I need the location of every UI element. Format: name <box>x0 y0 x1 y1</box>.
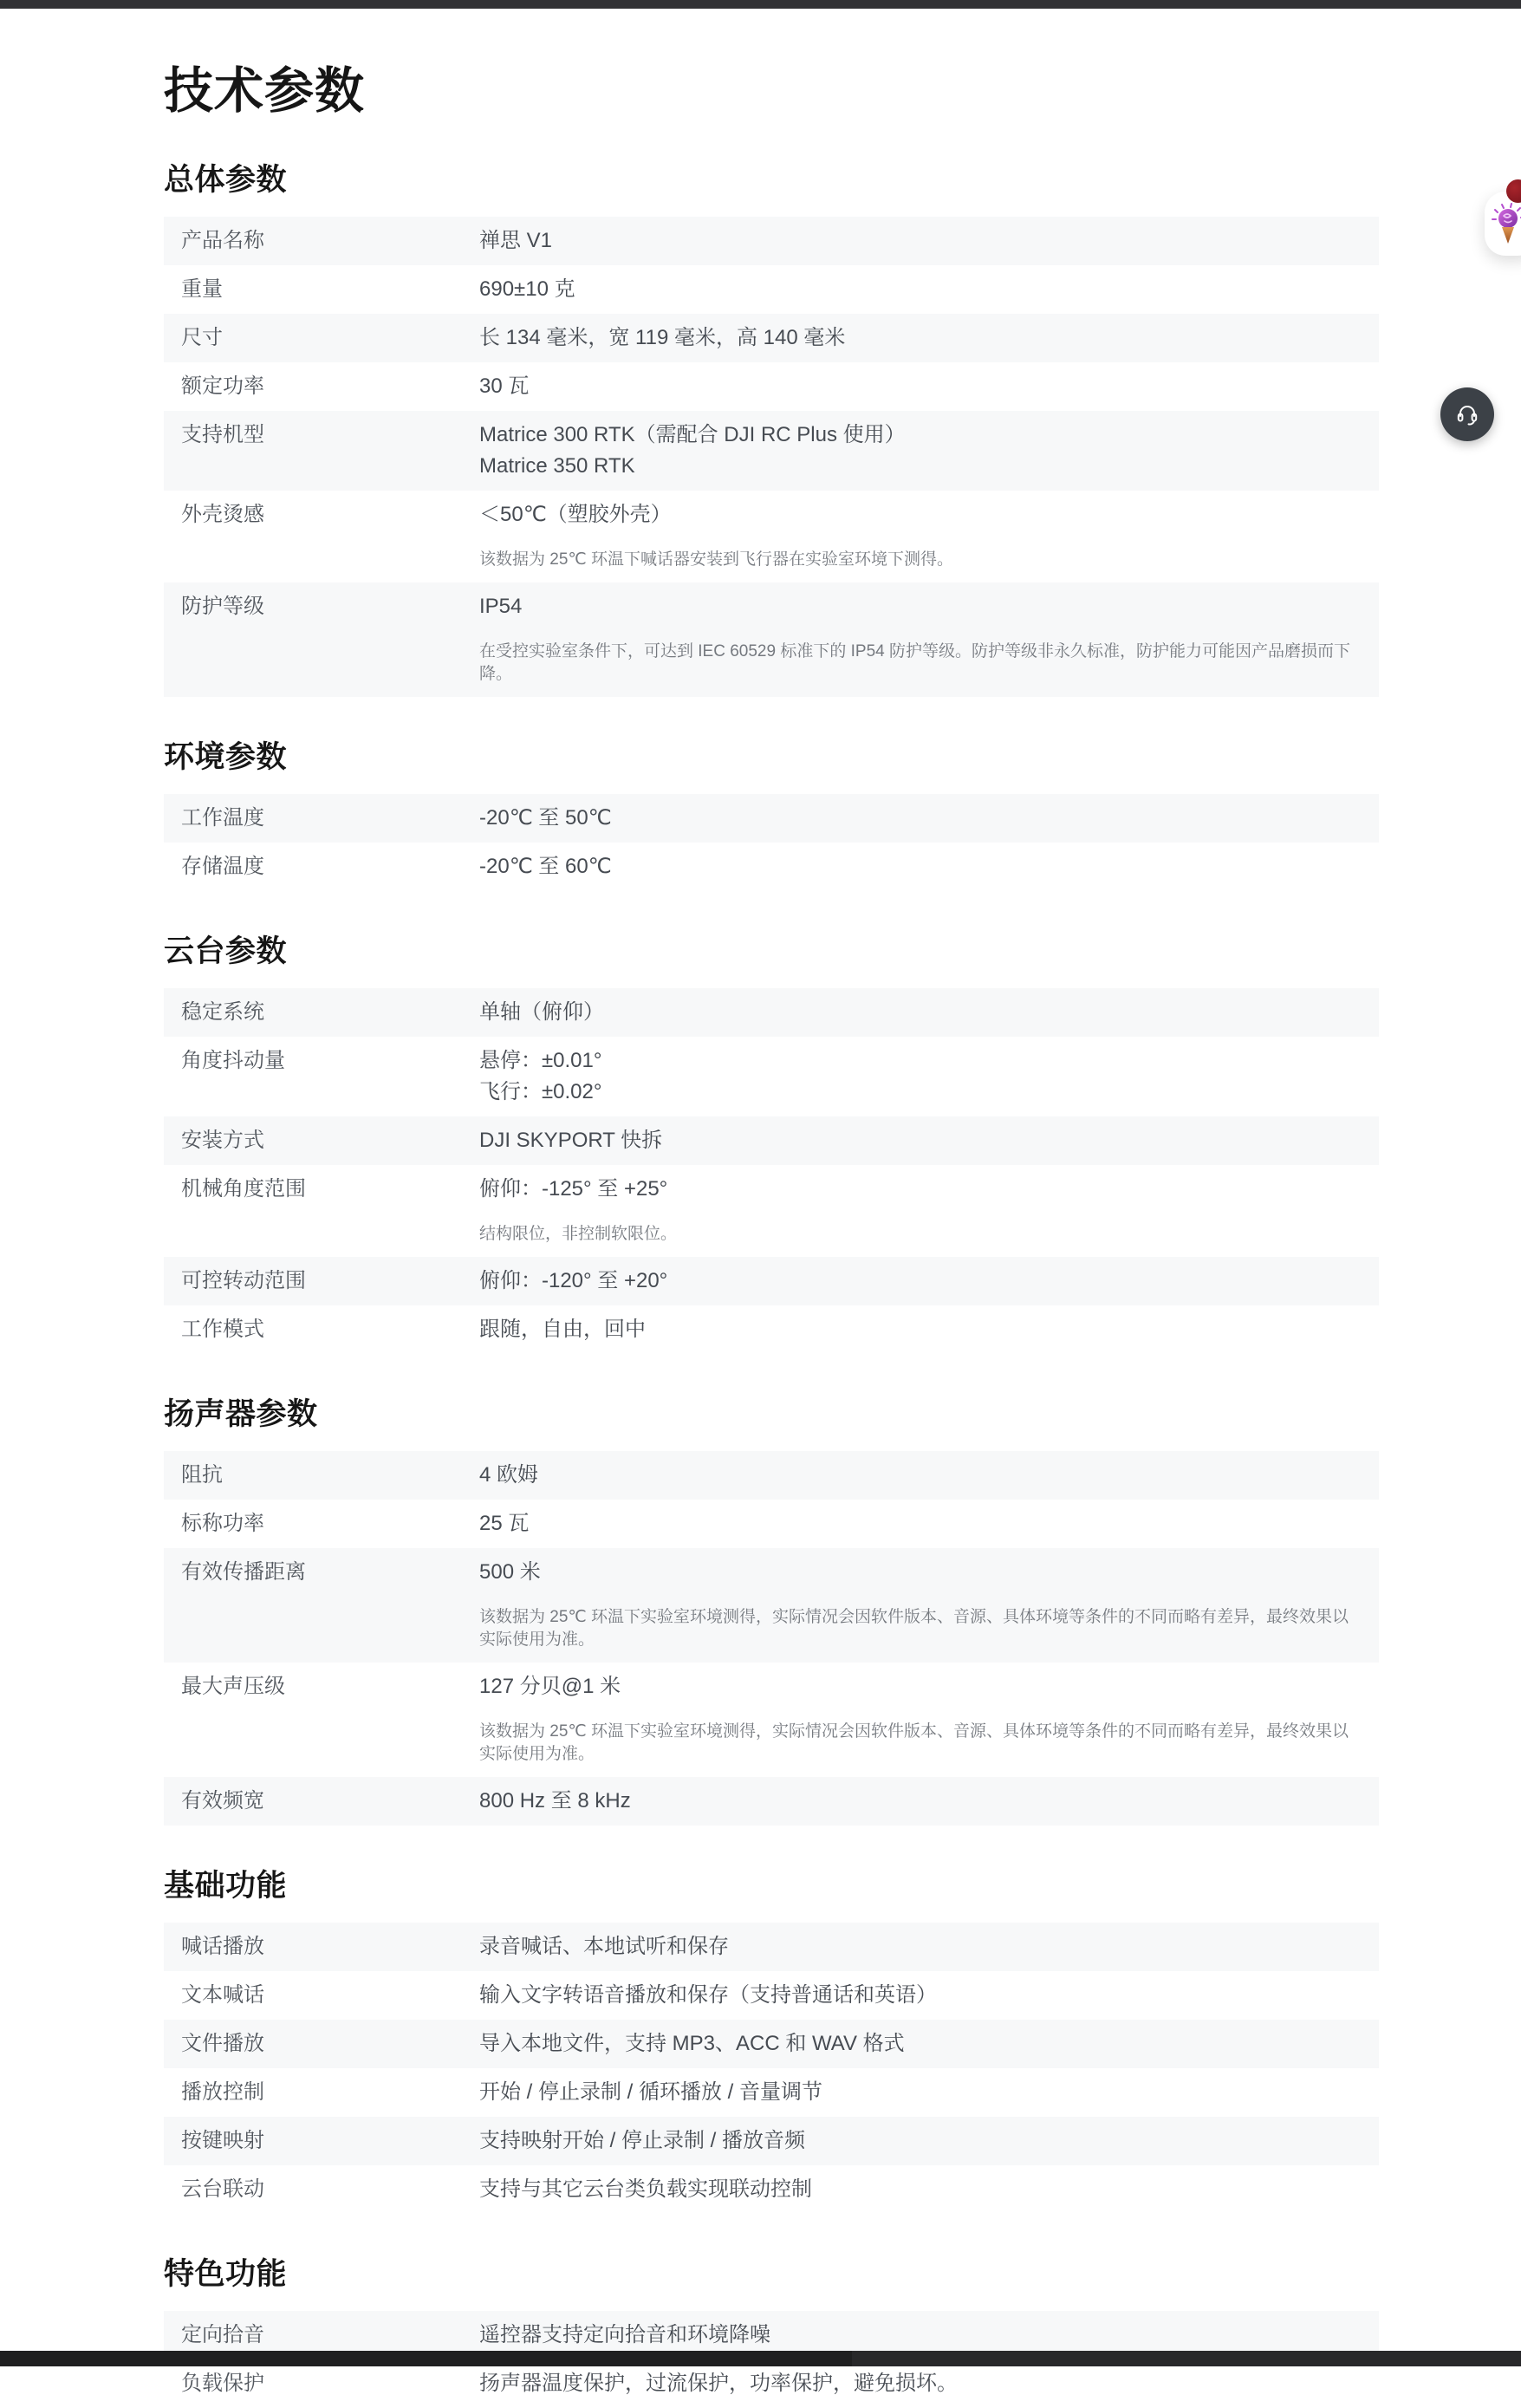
spec-label: 安装方式 <box>181 1129 264 1152</box>
spec-value: DJI SKYPORT 快拆 <box>479 1129 663 1152</box>
table-row <box>164 1165 1379 1257</box>
spec-label: 文件播放 <box>181 2032 264 2055</box>
spec-label: 机械角度范围 <box>181 1177 306 1201</box>
spec-value: 输入文字转语音播放和保存（支持普通话和英语） <box>479 1983 937 2007</box>
spec-value: 录音喊话、本地试听和保存 <box>479 1935 729 1958</box>
table-row <box>164 1971 1379 2020</box>
table-row <box>164 988 1379 1037</box>
spec-label: 重量 <box>181 277 223 301</box>
section-environment <box>164 740 1379 891</box>
table-row <box>164 1777 1379 1826</box>
spec-value: 支持映射开始 / 停止录制 / 播放音频 <box>479 2129 806 2152</box>
promo-widget[interactable] <box>1485 192 1521 256</box>
spec-value: 悬停：±0.01° <box>479 1049 602 1072</box>
section-basic-functions <box>164 1869 1379 2214</box>
spec-value: 800 Hz 至 8 kHz <box>479 1789 631 1813</box>
spec-value: 导入本地文件，支持 MP3、ACC 和 WAV 格式 <box>479 2032 905 2055</box>
spec-value: 支持与其它云台类负载实现联动控制 <box>479 2177 812 2201</box>
spec-label: 存储温度 <box>181 855 264 878</box>
spec-value: -20℃ 至 60℃ <box>479 855 612 878</box>
spec-value: 俯仰：-120° 至 +20° <box>479 1269 668 1292</box>
table-row <box>164 1663 1379 1777</box>
spec-label: 播放控制 <box>181 2080 264 2104</box>
spec-label: 稳定系统 <box>181 1000 264 1024</box>
section-gimbal <box>164 934 1379 1354</box>
notification-badge <box>1506 179 1521 203</box>
table-row <box>164 217 1379 265</box>
footer-bar <box>0 2351 1521 2366</box>
section-title: 总体参数 <box>164 163 288 197</box>
spec-label: 支持机型 <box>181 423 264 446</box>
headset-icon <box>1453 400 1481 428</box>
section-title: 云台参数 <box>164 934 288 968</box>
spec-note: 该数据为 25℃ 环温下实验室环境测得，实际情况会因软件版本、音源、具体环境等条件的不同而略有差异，最终效果以实际使用为准。 <box>479 1608 1349 1649</box>
table-row <box>164 2165 1379 2214</box>
spec-label: 工作模式 <box>181 1318 264 1341</box>
top-nav-bar <box>0 0 1521 9</box>
spec-table <box>164 217 1379 697</box>
spec-note: 该数据为 25℃ 环温下实验室环境测得，实际情况会因软件版本、音源、具体环境等条件的不同而略有差异，最终效果以实际使用为准。 <box>479 1722 1349 1763</box>
spec-value: 开始 / 停止录制 / 循环播放 / 音量调节 <box>479 2080 823 2104</box>
section-title: 特色功能 <box>164 2257 288 2291</box>
spec-table <box>164 1923 1379 2214</box>
table-row <box>164 362 1379 411</box>
spec-note: 结构限位，非控制软限位。 <box>479 1225 678 1243</box>
spec-value: 禅思 V1 <box>479 229 553 252</box>
section-title: 环境参数 <box>164 740 288 774</box>
spec-label: 负载保护 <box>181 2372 264 2395</box>
spec-value: 30 瓦 <box>479 374 530 398</box>
table-row <box>164 582 1379 697</box>
spec-label: 标称功率 <box>181 1512 264 1535</box>
table-row <box>164 2359 1379 2408</box>
spec-label: 角度抖动量 <box>181 1049 285 1072</box>
spec-value: 25 瓦 <box>479 1512 530 1535</box>
spec-value: Matrice 350 RTK <box>479 454 635 478</box>
spec-value: 遥控器支持定向拾音和环境降噪 <box>479 2323 770 2346</box>
table-row <box>164 1548 1379 1663</box>
spec-value: 单轴（俯仰） <box>479 1000 604 1024</box>
section-title: 基础功能 <box>164 1869 288 1903</box>
spec-value: 俯仰：-125° 至 +25° <box>479 1177 668 1201</box>
spec-value: Matrice 300 RTK（需配合 DJI RC Plus 使用） <box>479 423 906 446</box>
spec-label: 最大声压级 <box>181 1675 285 1698</box>
spec-value: 500 米 <box>479 1560 541 1584</box>
table-row <box>164 1500 1379 1548</box>
table-row <box>164 265 1379 314</box>
spec-value: 127 分贝@1 米 <box>479 1675 621 1698</box>
spec-label: 产品名称 <box>181 229 264 252</box>
spec-label: 外壳烫感 <box>181 503 264 526</box>
spec-value: 4 欧姆 <box>479 1463 539 1487</box>
table-row <box>164 843 1379 891</box>
table-row <box>164 1305 1379 1354</box>
spec-note: 该数据为 25℃ 环温下喊话器安装到飞行器在实验室环境下测得。 <box>479 550 954 569</box>
table-row <box>164 1923 1379 1971</box>
spec-label: 按键映射 <box>181 2129 264 2152</box>
section-special-functions <box>164 2257 1379 2408</box>
spec-value: IP54 <box>479 595 523 618</box>
table-row <box>164 1257 1379 1305</box>
spec-note: 在受控实验室条件下，可达到 IEC 60529 标准下的 IP54 防护等级。防护等级非永久标准，防护能力可能因产品磨损而下降。 <box>479 642 1350 683</box>
table-row <box>164 1451 1379 1500</box>
page-title: 技术参数 <box>164 63 365 119</box>
table-row <box>164 2068 1379 2117</box>
section-overall <box>164 163 1379 697</box>
section-title: 扬声器参数 <box>164 1397 318 1431</box>
spec-value: ＜50℃（塑胶外壳） <box>479 503 672 526</box>
table-row <box>164 314 1379 362</box>
spec-label: 尺寸 <box>181 326 223 349</box>
table-row <box>164 1116 1379 1165</box>
spec-label: 额定功率 <box>181 374 264 398</box>
spec-value: 690±10 克 <box>479 277 575 301</box>
spec-label: 工作温度 <box>181 806 264 830</box>
table-row <box>164 2117 1379 2165</box>
spec-label: 可控转动范围 <box>181 1269 306 1292</box>
spec-label: 喊话播放 <box>181 1935 264 1958</box>
spec-table <box>164 794 1379 891</box>
spec-value: -20℃ 至 50℃ <box>479 806 612 830</box>
spec-label: 防护等级 <box>181 595 264 618</box>
content <box>164 62 1379 2408</box>
table-row <box>164 794 1379 843</box>
spec-table <box>164 988 1379 1354</box>
spec-value: 跟随，自由，回中 <box>479 1318 646 1341</box>
spec-label: 定向拾音 <box>181 2323 264 2346</box>
spec-value: 飞行：±0.02° <box>479 1080 602 1103</box>
spec-value: 长 134 毫米，宽 119 毫米，高 140 毫米 <box>479 326 846 349</box>
spec-label: 文本喊话 <box>181 1983 264 2007</box>
spec-label: 有效传播距离 <box>181 1560 306 1584</box>
table-row <box>164 491 1379 582</box>
spec-label: 云台联动 <box>181 2177 264 2201</box>
balloon-promo-icon <box>1489 203 1521 246</box>
spec-value: 扬声器温度保护，过流保护，功率保护，避免损坏。 <box>479 2372 958 2395</box>
spec-label: 阻抗 <box>181 1463 223 1487</box>
spec-label: 有效频宽 <box>181 1789 264 1813</box>
table-row <box>164 2020 1379 2068</box>
spec-table <box>164 1451 1379 1826</box>
table-row <box>164 411 1379 491</box>
table-row <box>164 1037 1379 1116</box>
section-speaker <box>164 1397 1379 1826</box>
support-button[interactable] <box>1440 387 1494 441</box>
